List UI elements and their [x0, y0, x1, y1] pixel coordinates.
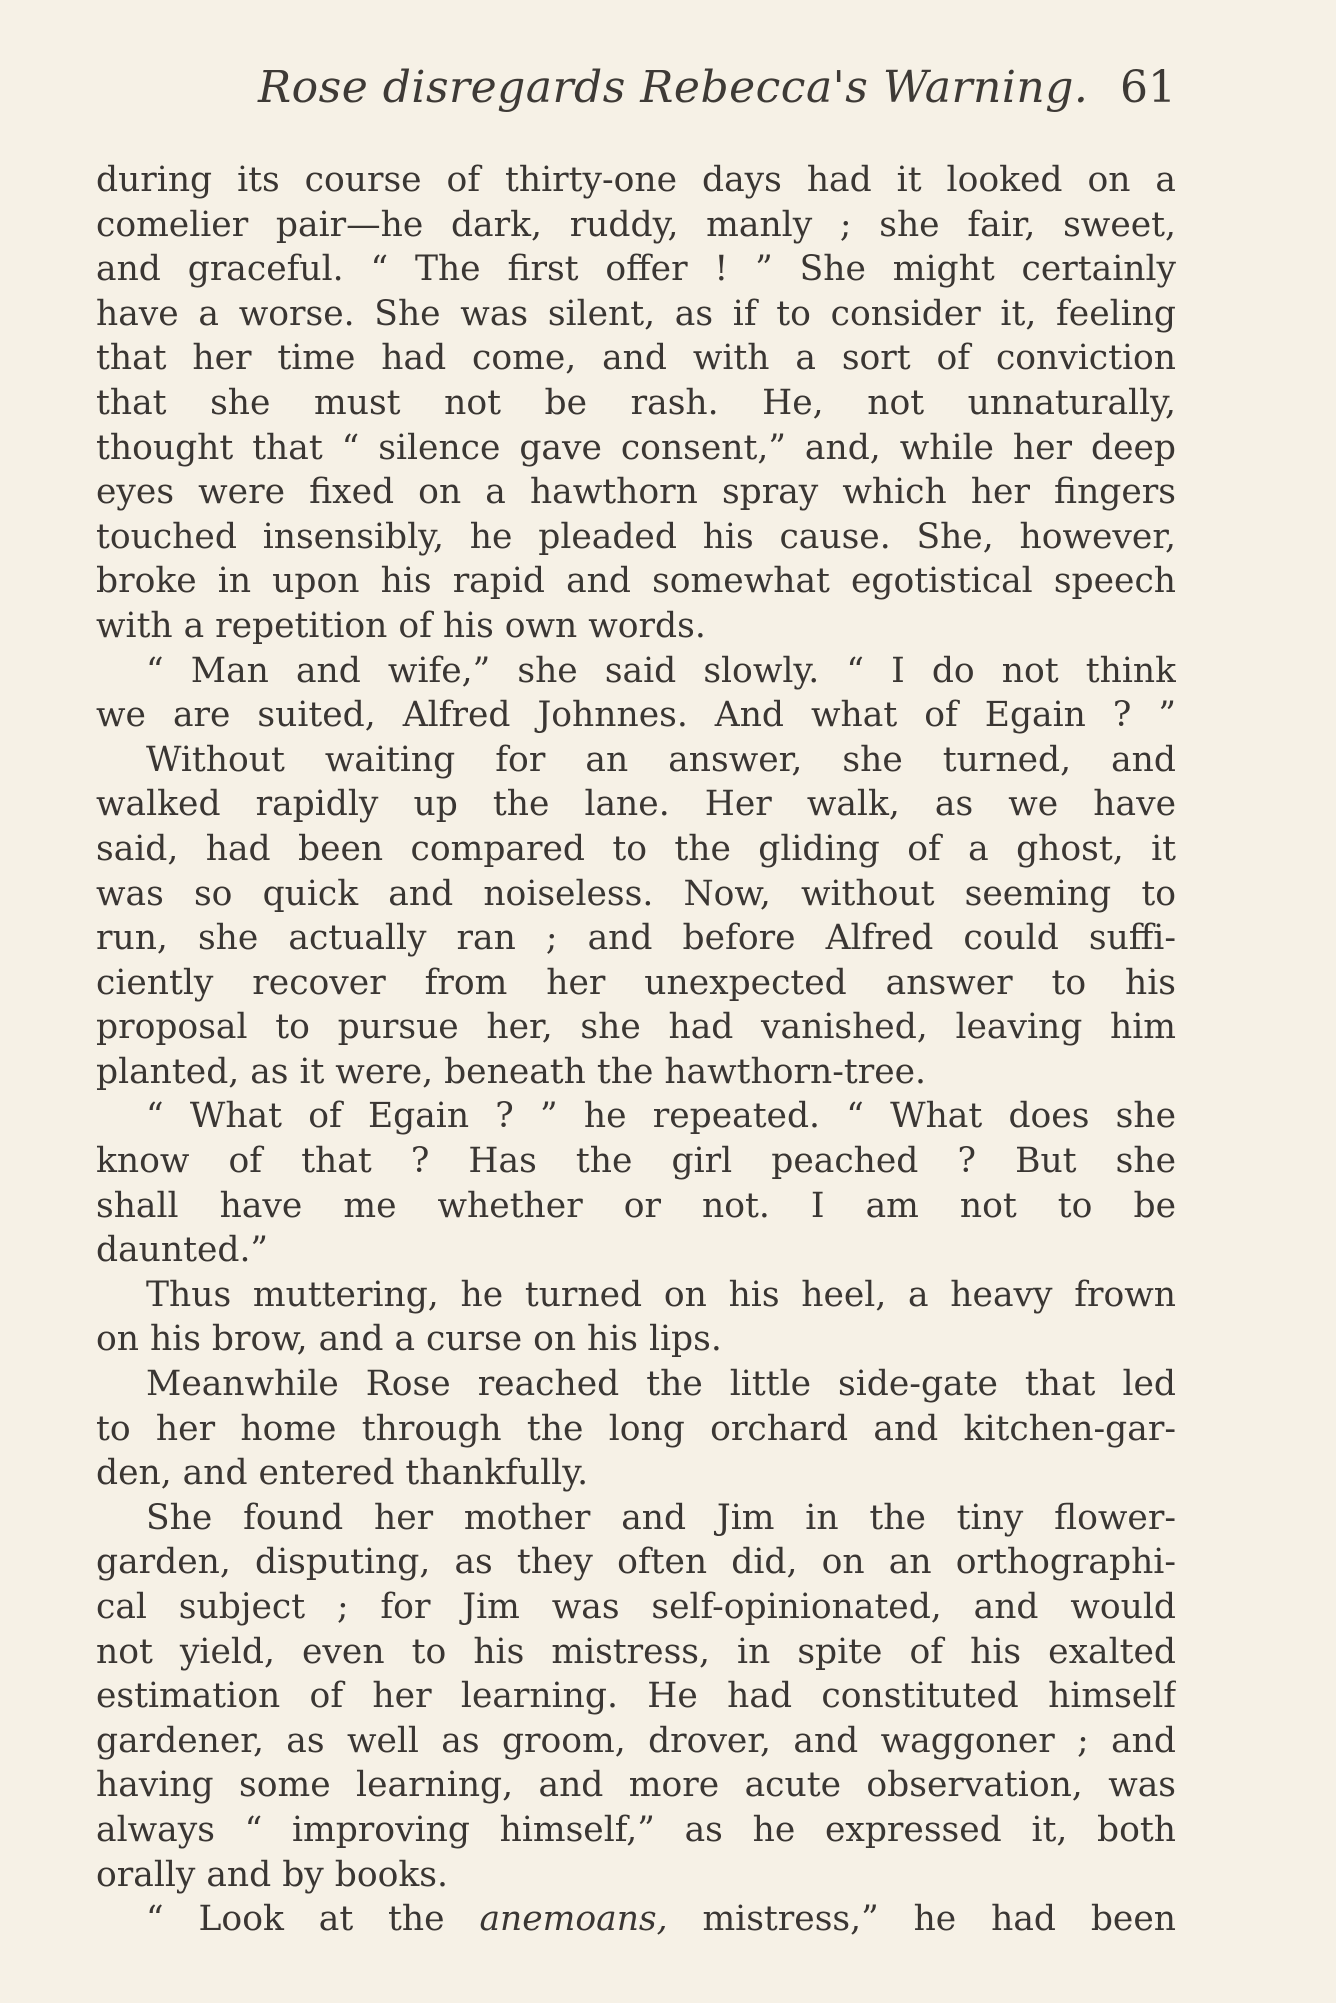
text-line: eyes were fixed on a hawthorn spray which her fingers	[96, 472, 1176, 513]
text-line: estimation of her learning. He had constituted himself	[96, 1676, 1176, 1717]
text-line: shall have me whether or not. I am not to be	[96, 1185, 1176, 1226]
text-line: not yield, even to his mistress, in spite of his exalted	[96, 1631, 1176, 1672]
page-number: 61	[1120, 62, 1176, 113]
text-line: den, and entered thankfully.	[96, 1453, 589, 1494]
text-line: to her home through the long orchard and kitchen-gar-	[96, 1408, 1176, 1449]
text-line: having some learning, and more acute observation, was	[96, 1765, 1176, 1806]
text-segment: “ Look at the	[146, 1899, 480, 1940]
text-line: comelier pair—he dark, ruddy, manly ; she fair, sweet,	[96, 204, 1176, 245]
text-line: “ Man and wife,” she said slowly. “ I do not think	[146, 650, 1176, 691]
text-line: run, she actually ran ; and before Alfred could suffi-	[96, 918, 1176, 959]
text-line: thought that “ silence gave consent,” and, while her deep	[96, 427, 1176, 468]
chapter-running-title: Rose disregards Rebecca's Warning.	[258, 62, 1089, 113]
text-line: was so quick and noiseless. Now, without seeming to	[96, 873, 1176, 914]
text-line: said, had been compared to the gliding of a ghost, it	[96, 828, 1176, 869]
text-line: ciently recover from her unexpected answer to his	[96, 962, 1176, 1003]
text-line: daunted.”	[96, 1230, 269, 1271]
text-line: gardener, as well as groom, drover, and waggoner ; and	[96, 1720, 1176, 1761]
text-line: Meanwhile Rose reached the little side-gate that led	[146, 1364, 1176, 1405]
text-line: “ What of Egain ? ” he repeated. “ What does she	[146, 1096, 1176, 1137]
text-line: and graceful. “ The first offer ! ” She might certainly	[96, 249, 1176, 290]
text-line: proposal to pursue her, she had vanished, leaving him	[96, 1007, 1176, 1048]
text-line: planted, as it were, beneath the hawthorn-tree.	[96, 1051, 927, 1092]
text-line: on his brow, and a curse on his lips.	[96, 1319, 722, 1360]
text-line: Thus muttering, he turned on his heel, a heavy frown	[146, 1274, 1176, 1315]
text-line: cal subject ; for Jim was self-opinionated, and would	[96, 1587, 1176, 1627]
text-line: that her time had come, and with a sort of conviction	[96, 338, 1176, 379]
text-line: She found her mother and Jim in the tiny flower-	[146, 1497, 1176, 1538]
text-line: always “ improving himself,” as he expressed it, both	[96, 1809, 1176, 1850]
text-line: walked rapidly up the lane. Her walk, as we have	[96, 784, 1176, 825]
text-line: have a worse. She was silent, as if to consider it, feeling	[96, 293, 1176, 334]
running-header	[96, 62, 1176, 122]
text-line: we are suited, Alfred Johnnes. And what of Egain ? ”	[96, 695, 1176, 736]
text-line: during its course of thirty-one days had it looked on a	[96, 160, 1176, 200]
italic-word: anemoans,	[479, 1899, 668, 1940]
text-line: broke in upon his rapid and somewhat egotistical speech	[96, 561, 1176, 602]
text-line: know of that ? Has the girl peached ? But she	[96, 1141, 1176, 1182]
text-line: orally and by books.	[96, 1854, 448, 1895]
text-line: with a repetition of his own words.	[96, 605, 706, 646]
body-text	[96, 158, 1176, 1942]
text-line: touched insensibly, he pleaded his cause. She, however,	[96, 516, 1176, 557]
text-line: Without waiting for an answer, she turned, and	[146, 739, 1176, 780]
text-line: garden, disputing, as they often did, on an orthographi-	[96, 1542, 1176, 1583]
text-line	[96, 1897, 1176, 1942]
text-segment: mistress,” he had been	[667, 1899, 1176, 1940]
text-line: that she must not be rash. He, not unnaturally,	[96, 382, 1176, 423]
